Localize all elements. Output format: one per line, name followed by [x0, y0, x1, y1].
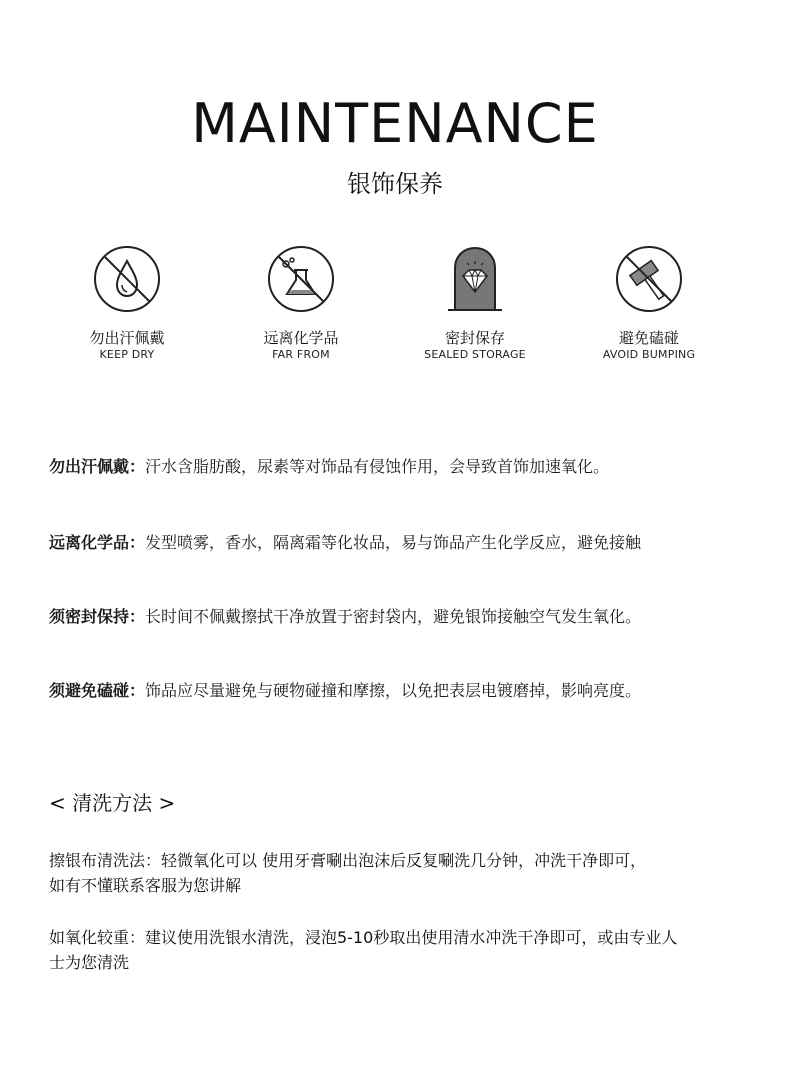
- care-item-keep-dry: [52, 244, 202, 362]
- sealed-diamond-jar-icon: [440, 244, 510, 314]
- page-title: MAINTENANCE: [191, 92, 599, 155]
- care-label-en: KEEP DRY: [99, 348, 155, 361]
- care-label-en: AVOID BUMPING: [602, 348, 696, 361]
- care-icons-row: [0, 244, 790, 374]
- tip-label: 须密封保持：: [49, 607, 146, 626]
- tip-item: [49, 532, 641, 554]
- care-label-en: FAR FROM: [272, 348, 330, 361]
- paragraph-line: 如氧化较重：建议使用洗银水清洗，浸泡5-10秒取出使用清水冲洗干净即可，或由专业人: [49, 928, 678, 947]
- tip-text: 汗水含脂肪酸，尿素等对饰品有侵蚀作用，会导致首饰加速氧化。: [145, 457, 610, 476]
- tip-label: 勿出汗佩戴：: [49, 457, 146, 476]
- tip-label: 远离化学品：: [49, 533, 146, 552]
- tip-item: [49, 680, 641, 702]
- care-label-cn: 勿出汗佩戴: [89, 329, 165, 347]
- care-item-far-from-chemicals: [226, 244, 376, 362]
- paragraph-line: 如有不懂联系客服为您讲解: [49, 876, 242, 895]
- no-chemical-flask-icon: [266, 244, 336, 314]
- paragraph-line: 擦银布清洗法：轻微氧化可以 使用牙膏唰出泡沫后反复唰洗几分钟，冲洗干净即可，: [49, 851, 647, 870]
- no-water-drop-icon: [92, 244, 162, 314]
- tip-text: 长时间不佩戴擦拭干净放置于密封袋内，避免银饰接触空气发生氧化。: [145, 607, 642, 626]
- tip-text: 饰品应尽量避免与硬物碰撞和摩擦，以免把表层电镀磨掉，影响亮度。: [145, 681, 642, 700]
- tip-label: 须避免磕碰：: [49, 681, 146, 700]
- care-label-en: SEALED STORAGE: [424, 348, 526, 361]
- care-item-sealed-storage: [400, 244, 550, 362]
- tip-text: 发型喷雾，香水，隔离霜等化妆品，易与饰品产生化学反应，避免接触: [145, 533, 642, 552]
- no-hammer-icon: [614, 244, 684, 314]
- care-label-cn: 远离化学品: [263, 329, 339, 347]
- cleaning-paragraph-1: [49, 848, 749, 898]
- page-subtitle: 银饰保养: [347, 170, 443, 198]
- paragraph-line: 士为您清洗: [49, 953, 130, 972]
- cleaning-heading: < 清洗方法 >: [49, 791, 176, 815]
- cleaning-paragraph-2: [49, 925, 749, 975]
- tip-item: [49, 456, 609, 478]
- tip-item: [49, 606, 641, 628]
- care-label-cn: 避免磕碰: [618, 329, 679, 347]
- care-label-cn: 密封保存: [444, 329, 505, 347]
- care-item-avoid-bumping: [574, 244, 724, 362]
